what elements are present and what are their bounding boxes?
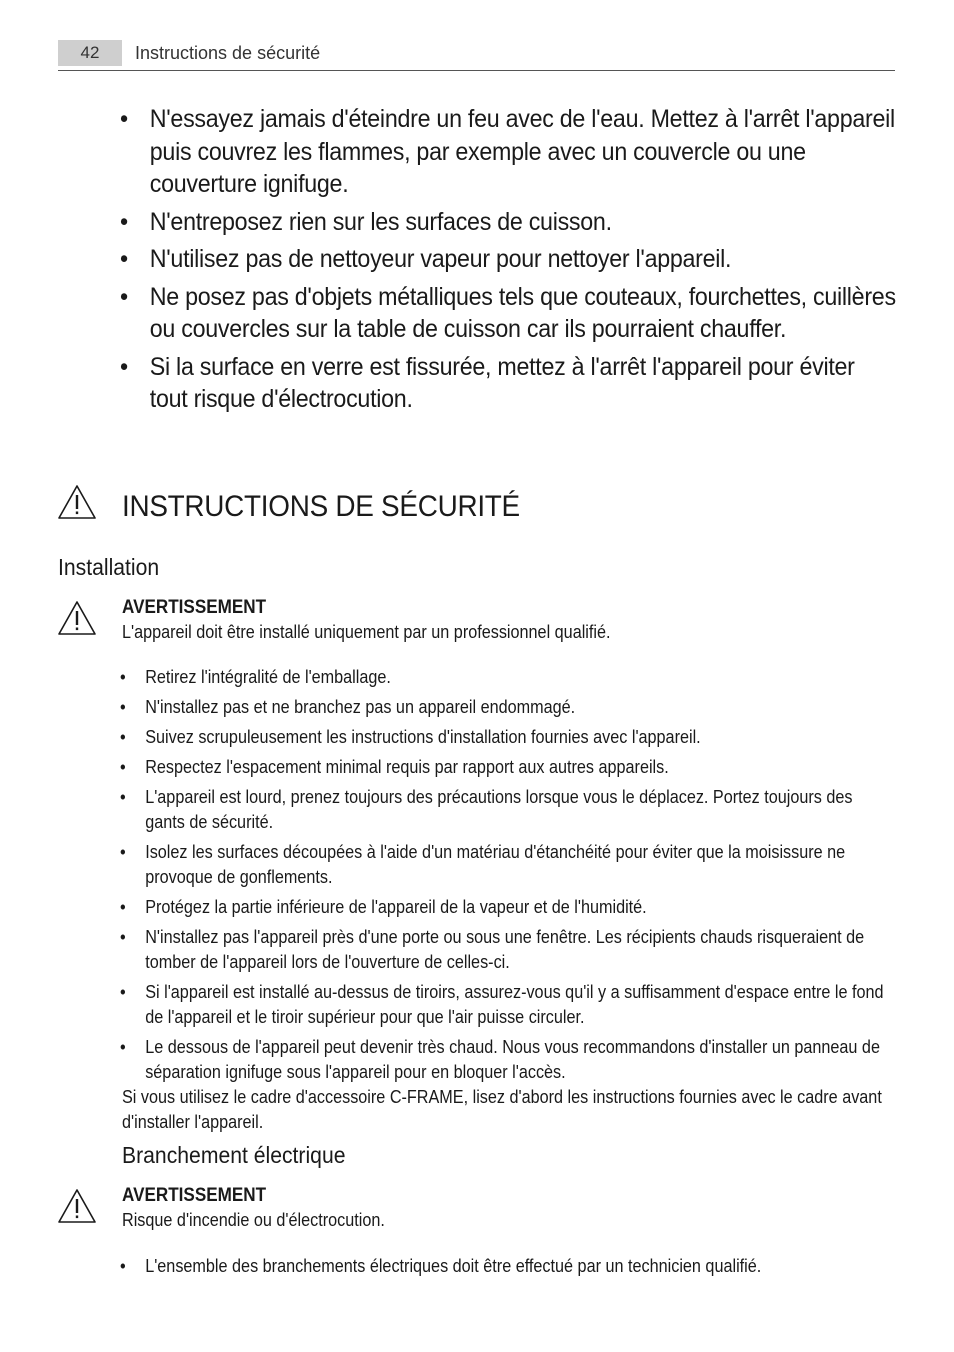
page-number: 42 [58,40,122,66]
bullet-icon: • [120,982,126,1002]
bullet-icon: • [120,757,126,777]
warning-title: AVERTISSEMENT [122,597,267,618]
list-item: • Suivez scrupuleusement les instructions d'installation fournies avec l'appareil. [120,725,894,750]
warning-title: AVERTISSEMENT [122,1185,267,1206]
bullet-icon: • [120,352,128,381]
list-item: • N'essayez jamais d'éteindre un feu avec de l'eau. Mettez à l'arrêt l'appareil puis couvrez les flammes, par exemple avec un couvercle ou une couverture ignifuge. [120,105,895,198]
list-item: • Si la surface en verre est fissurée, mettez à l'arrêt l'appareil pour éviter tout risque d'électrocution. [120,352,855,413]
bullet-icon: • [120,105,128,133]
list-item: • N'installez pas l'appareil près d'une porte ou sous une fenêtre. Les récipients chauds risqueraient de tomber de l'appareil lors de l'ouverture de celles-ci. [120,927,865,972]
bullet-icon: • [120,697,126,717]
list-item: • N'utilisez pas de nettoyeur vapeur pour nettoyer l'appareil. [120,243,898,276]
list-item: • Retirez l'intégralité de l'emballage. [120,665,894,690]
list-item: • L'ensemble des branchements électriques doit être effectué par un technicien qualifié. [120,1254,894,1279]
cframe-note: Si vous utilisez le cadre d'accessoire C-FRAME, lisez d'abord les instructions fournies avec le cadre avant d'installer l'appareil. [122,1087,882,1132]
list-item: • Le dessous de l'appareil peut devenir très chaud. Nous vous recommandons d'installer un panneau de séparation ignifuge sous l'appareil pour en bloquer l'accès. [120,1037,880,1082]
warning-text: L'appareil doit être installé uniquement par un professionnel qualifié. [122,622,611,642]
bullet-icon: • [120,787,126,807]
bullet-icon: • [120,842,126,862]
list-item: • Isolez les surfaces découpées à l'aide d'un matériau d'étanchéité pour éviter que la moisissure ne provoque de gonflements. [120,842,846,887]
bullet-icon: • [120,1037,126,1057]
list-item: • Respectez l'espacement minimal requis par rapport aux autres appareils. [120,755,894,780]
electrical-heading: Branchement électrique [122,1142,346,1168]
warning-icon [57,600,97,636]
bullet-icon: • [120,245,128,273]
bullet-icon: • [120,667,126,687]
bullet-icon: • [120,927,126,947]
bullet-icon: • [120,897,126,917]
section-title: INSTRUCTIONS DE SÉCURITÉ [122,490,520,523]
warning-triangle-icon [57,484,97,520]
bullet-icon: • [120,282,128,311]
installation-list [120,665,894,1085]
bullet-icon: • [120,207,128,236]
warning-icon [57,1188,97,1224]
electrical-list [120,1254,894,1284]
list-item: • N'installez pas et ne branchez pas un appareil endommagé. [120,695,894,720]
bullet-icon: • [120,727,126,747]
header-title: Instructions de sécurité [135,43,321,63]
list-item: • Protégez la partie inférieure de l'appareil de la vapeur et de l'humidité. [120,895,894,920]
list-item: • L'appareil est lourd, prenez toujours des précautions lorsque vous le déplacez. Portez toujours des gants de sécurité. [120,787,853,832]
warning-text: Risque d'incendie ou d'électrocution. [122,1210,385,1230]
list-item: • N'entreposez rien sur les surfaces de cuisson. [120,206,898,239]
list-item: • Ne posez pas d'objets métalliques tels que couteaux, fourchettes, cuillères ou couvercles sur la table de cuisson car ils pourraient chauffer. [120,282,896,343]
fire-safety-list [120,103,895,421]
installation-heading: Installation [58,554,160,580]
bullet-icon: • [120,1256,126,1276]
list-item: • Si l'appareil est installé au-dessus de tiroirs, assurez-vous qu'il y a suffisamment d'espace entre le fond de l'appareil et le tiroir supérieur pour que l'air puisse circuler. [120,982,884,1027]
page-header [58,38,895,71]
